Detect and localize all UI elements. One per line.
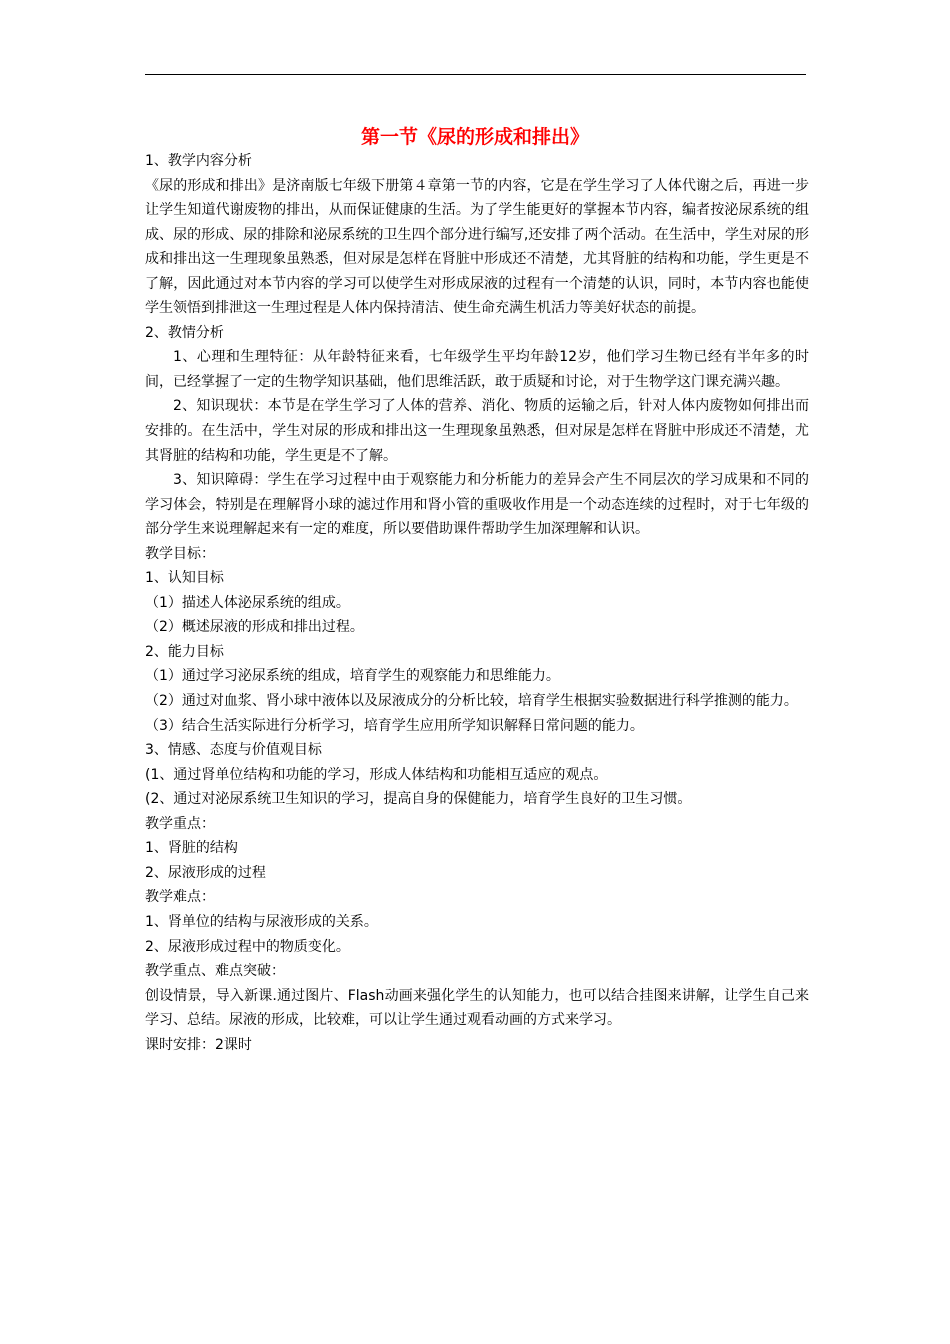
body-paragraph: 创设情景，导入新课.通过图片、Flash动画来强化学生的认知能力，也可以结合挂图来讲解，让学生自己来学习、总结。尿液的形成，比较难，可以让学生通过观看动画的方式来学习。 <box>145 987 809 1029</box>
body-paragraph: （1）描述人体泌尿系统的组成。 <box>145 594 350 611</box>
body-paragraph: 1、心理和生理特征：从年龄特征来看，七年级学生平均年龄12岁，他们学习生物已经有半年多的时间，已经掌握了一定的生物学知识基础，他们思维活跃，敢于质疑和讨论，对于生物学这门课充满兴趣。 <box>145 349 809 390</box>
body-paragraph: （2）概述尿液的形成和排出过程。 <box>145 619 364 636</box>
body-paragraph: （1）通过学习泌尿系统的组成，培育学生的观察能力和思维能力。 <box>145 668 560 685</box>
body-paragraph: 课时安排：2课时 <box>145 1036 252 1053</box>
page-title: 第一节《尿的形成和排出》 <box>360 126 589 148</box>
body-paragraph: 3、知识障碍：学生在学习过程中由于观察能力和分析能力的差异会产生不同层次的学习成果和不同的学习体会，特别是在理解肾小球的滤过作用和肾小管的重吸收作用是一个动态连续的过程时，对于七年级的部分学生来说理解起来有一定的难度，所以要借助课件帮助学生加深理解和认识。 <box>145 472 809 538</box>
body-paragraph: 2、尿液形成的过程 <box>145 864 266 881</box>
body-paragraph: (1、通过肾单位结构和功能的学习，形成人体结构和功能相互适应的观点。 <box>145 766 608 783</box>
body-paragraph: （2）通过对血浆、肾小球中液体以及尿液成分的分析比较，培育学生根据实验数据进行科学推测的能力。 <box>145 693 798 710</box>
body-paragraph: 教学重点、难点突破： <box>145 963 285 980</box>
body-paragraph: 2、知识现状：本节是在学生学习了人体的营养、消化、物质的运输之后，针对人体内废物如何排出而安排的。在生活中，学生对尿的形成和排出这一生理现象虽熟悉，但对尿是怎样在肾脏中形成还不清楚，尤其肾脏的结构和功能，学生更是不了解。 <box>145 398 809 464</box>
body-paragraph: 2、能力目标 <box>145 643 224 660</box>
body-paragraph: 《尿的形成和排出》是济南版七年级下册第４章第一节的内容，它是在学生学习了人体代谢之后，再进一步让学生知道代谢废物的排出，从而保证健康的生活。为了学生能更好的掌握本节内容，编者按泌尿系统的组成、尿的形成、尿的排除和泌尿系统的卫生四个部分进行编写,还安排了两个活动。在生活中，学生对尿的形成和排出这一生理现象虽熟悉，但对尿是怎样在肾脏中形成还不清楚，尤其肾脏的结构和功能，学生更是不了解，因此通过对本节内容的学习可以使学生对形成尿液的过程有一个清楚的认识，同时，本节内容也能使学生领悟到排泄这一生理过程是人体内保持清洁、使生命充满生机活力等美好状态的前提。 <box>145 177 809 317</box>
body-paragraph: （3）结合生活实际进行分析学习，培育学生应用所学知识解释日常问题的能力。 <box>145 717 644 734</box>
document-body <box>145 149 809 1057</box>
body-paragraph: 1、肾单位的结构与尿液形成的关系。 <box>145 913 378 930</box>
body-paragraph: 3、情感、态度与价值观目标 <box>145 742 322 759</box>
body-paragraph: 教学难点： <box>145 889 215 906</box>
body-paragraph: 2、教情分析 <box>145 324 224 341</box>
body-paragraph: 1、教学内容分析 <box>145 153 252 169</box>
body-paragraph: 2、尿液形成过程中的物质变化。 <box>145 938 350 955</box>
body-paragraph: 1、肾脏的结构 <box>145 840 238 857</box>
body-paragraph: 教学目标： <box>145 545 215 562</box>
body-paragraph: (2、通过对泌尿系统卫生知识的学习，提高自身的保健能力，培育学生良好的卫生习惯。 <box>145 791 692 808</box>
body-paragraph: 教学重点： <box>145 815 215 832</box>
header-rule <box>145 74 806 75</box>
body-paragraph: 1、认知目标 <box>145 570 224 587</box>
